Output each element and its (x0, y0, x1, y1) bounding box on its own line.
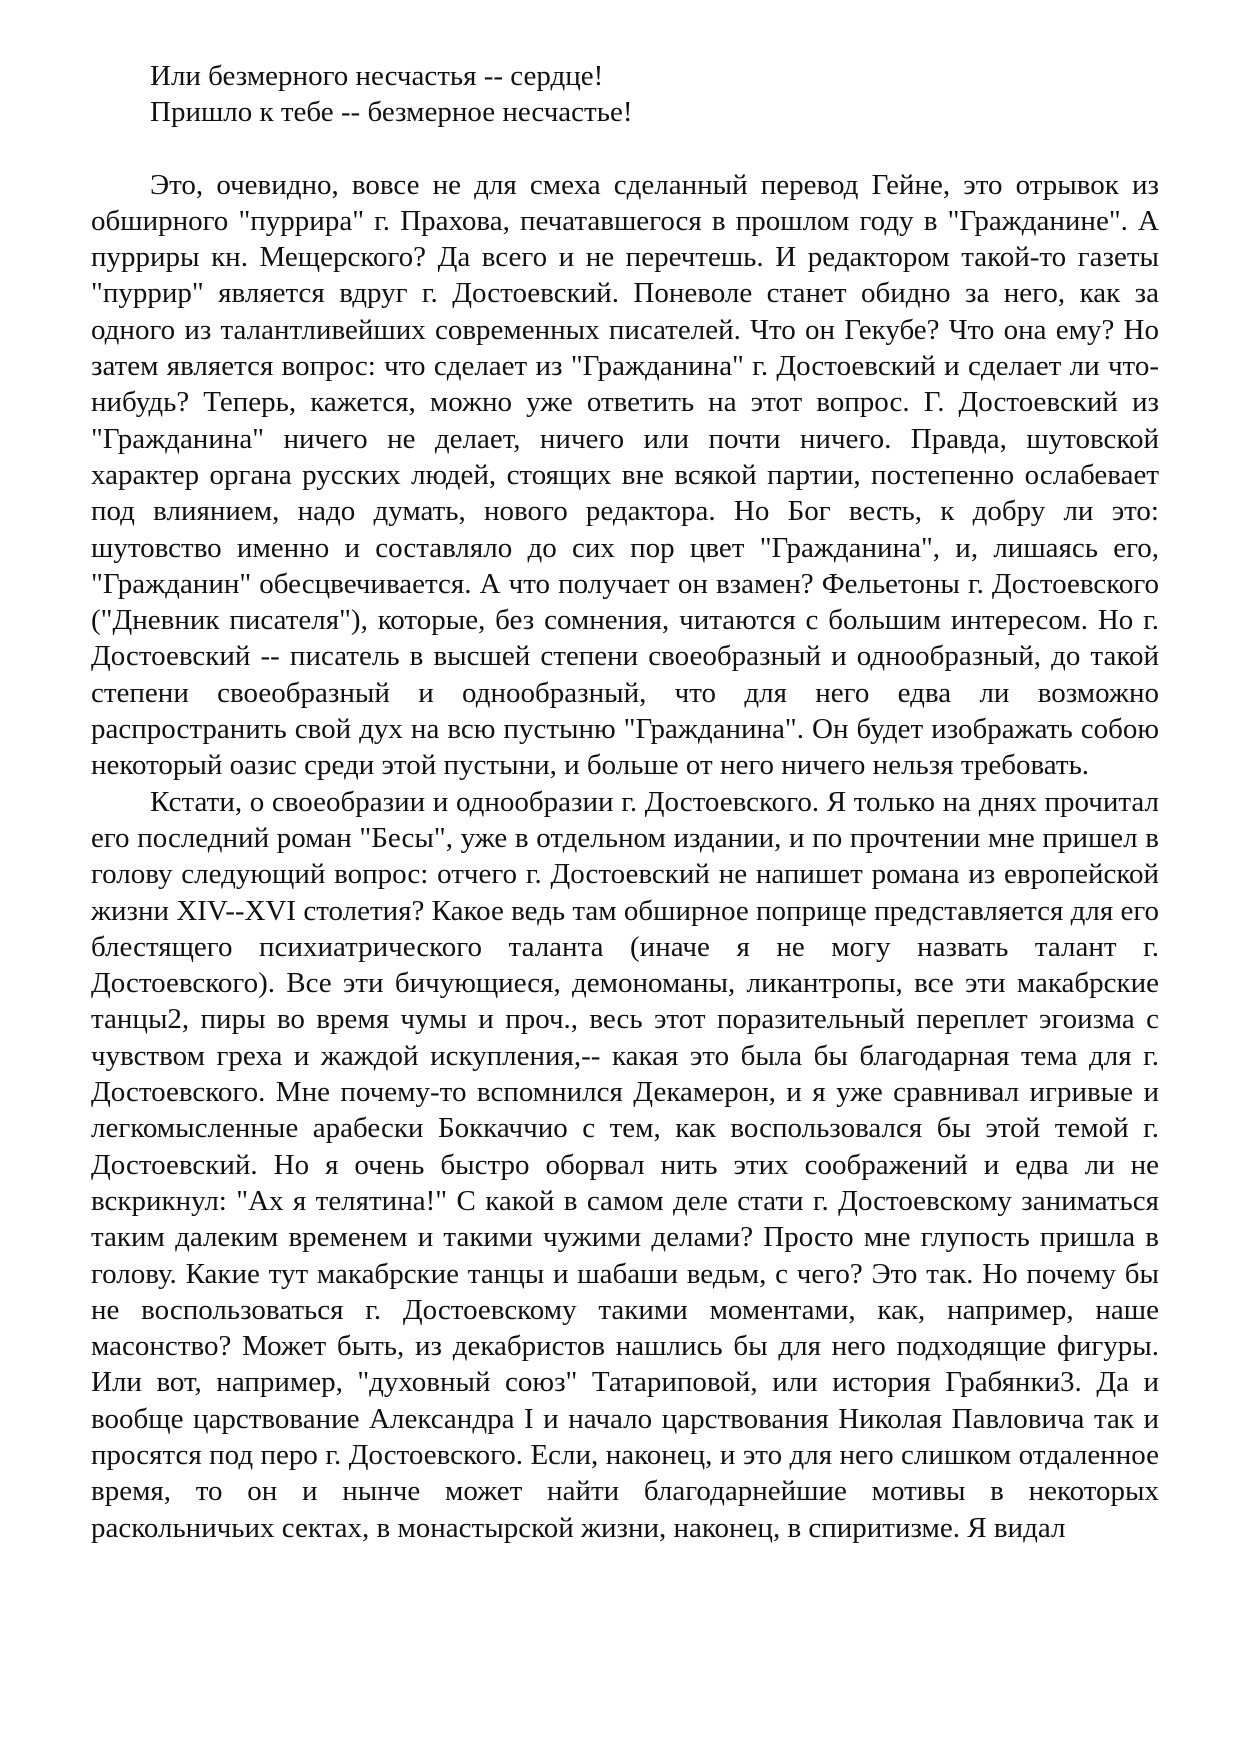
verse-line: Или безмерного несчастья -- сердце! (150, 60, 604, 92)
document-page (91, 58, 1159, 1546)
verse-line: Пришло к тебе -- безмерное несчастье! (150, 96, 633, 129)
body-paragraph: Это, очевидно, вовсе не для смеха сделанный перевод Гейне, это отрывок из обширного "пуррира" г. Прахова, печатавшегося в прошлом году в "Гражданине". А пурриры кн. Мещерского? Да всего и не перечтешь. И редактором такой-то газеты "пуррир" является вдруг г. Достоевский. Поневоле станет обидно за него, как за одного из талантливейших современных писателей. Что он Гекубе? Что она ему? Но затем является вопрос: что сделает из "Гражданина" г. Достоевский и сделает ли что-нибудь? Теперь, кажется, можно уже ответить на этот вопрос. Г. Достоевский из "Гражданина" ничего не делает, ничего или почти ничего. Правда, шутовской характер органа русских людей, стоящих вне всякой партии, постепенно ослабевает под влиянием, надо думать, нового редактора. Но Бог весть, к добру ли это: шутовство именно и составляло до сих пор цвет "Гражданина", и, лишаясь его, "Гражданин" обесцвечивается. А что получает он взамен? Фельетоны г. Достоевского ("Дневник писателя"), которые, без сомнения, читаются с большим интересом. Но г. Достоевский -- писатель в высшей степени своеобразный и однообразный, до такой степени своеобразный и однообразный, что для него едва ли возможно распространить свой дух на всю пустыню "Гражданина". Он будет изображать собою некоторый оазис среди этой пустыни, и больше от него ничего нельзя требовать. (91, 168, 1159, 782)
verse-stanza (91, 58, 1159, 131)
body-paragraph: Кстати, о своеобразии и однообразии г. Достоевского. Я только на днях прочитал его последний роман "Бесы", уже в отдельном издании, и по прочтении мне пришел в голову следующий вопрос: отчего г. Достоевский не напишет романа из европейской жизни XIV--XVI столетия? Какое ведь там обширное поприще представляется для его блестящего психиатрического таланта (иначе я не могу назвать талант г. Достоевского). Все эти бичующиеся, демономаны, ликантропы, все эти макабрские танцы2, пиры во время чумы и проч., весь этот поразительный переплет эгоизма с чувством греха и жаждой искупления,-- какая это была бы благодарная тема для г. Достоевского. Мне почему-то вспомнился Декамерон, и я уже сравнивал игривые и легкомысленные арабески Боккаччио с тем, как воспользовался бы этой темой г. Достоевский. Но я очень быстро оборвал нить этих соображений и едва ли не вскрикнул: "Ах я телятина!" С какой в самом деле стати г. Достоевскому заниматься таким далеким временем и такими чужими делами? Просто мне глупость пришла в голову. Какие тут макабрские танцы и шабаши ведьм, с чего? Это так. Но почему бы не воспользоваться г. Достоевскому такими моментами, как, например, наше масонство? Может быть, из декабристов нашлись бы для него подходящие фигуры. Или вот, например, "духовный союз" Татариповой, или история Грабянки3. Да и вообще царствование Александра I и начало царствования Николая Павловича так и просятся под перо г. Достоевского. Если, наконец, и это для него слишком отдаленное время, то он и нынче может найти благодарнейшие мотивы в некоторых раскольничьих сектах, в монастырской жизни, наконец, в спиритизме. Я видал (91, 785, 1159, 1544)
